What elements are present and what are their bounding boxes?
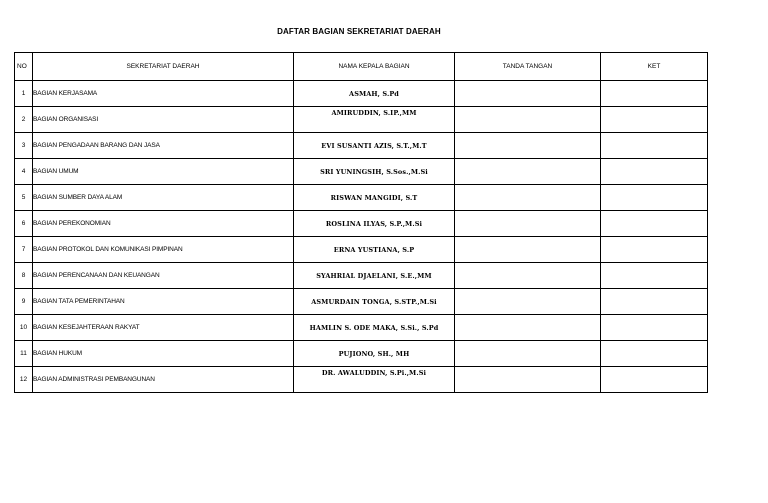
unit-name: BAGIAN ADMINISTRASI PEMBANGUNAN	[33, 367, 294, 393]
row-number: 8	[15, 263, 33, 289]
unit-name: BAGIAN HUKUM	[33, 341, 294, 367]
signature-cell[interactable]	[455, 341, 601, 367]
head-name: ROSLINA ILYAS, S.P.,M.Si	[294, 211, 455, 237]
unit-name: BAGIAN ORGANISASI	[33, 107, 294, 133]
table-row	[15, 107, 708, 133]
note-cell[interactable]	[601, 185, 708, 211]
row-number: 1	[15, 81, 33, 107]
table-row	[15, 315, 708, 341]
note-cell[interactable]	[601, 133, 708, 159]
head-name: AMIRUDDIN, S.IP.,MM	[294, 107, 455, 133]
signature-cell[interactable]	[455, 81, 601, 107]
note-cell[interactable]	[601, 107, 708, 133]
head-name: EVI SUSANTI AZIS, S.T.,M.T	[294, 133, 455, 159]
column-header-unit: SEKRETARIAT DAERAH	[33, 53, 294, 81]
head-name: ERNA YUSTIANA, S.P	[294, 237, 455, 263]
table-row	[15, 185, 708, 211]
signature-cell[interactable]	[455, 133, 601, 159]
unit-name: BAGIAN UMUM	[33, 159, 294, 185]
signature-cell[interactable]	[455, 185, 601, 211]
note-cell[interactable]	[601, 315, 708, 341]
table-row	[15, 159, 708, 185]
note-cell[interactable]	[601, 367, 708, 393]
unit-name: BAGIAN KERJASAMA	[33, 81, 294, 107]
table-row	[15, 367, 708, 393]
head-name: RISWAN MANGIDI, S.T	[294, 185, 455, 211]
signature-cell[interactable]	[455, 289, 601, 315]
note-cell[interactable]	[601, 289, 708, 315]
signature-cell[interactable]	[455, 107, 601, 133]
row-number: 7	[15, 237, 33, 263]
row-number: 4	[15, 159, 33, 185]
row-number: 6	[15, 211, 33, 237]
note-cell[interactable]	[601, 263, 708, 289]
unit-name: BAGIAN KESEJAHTERAAN RAKYAT	[33, 315, 294, 341]
department-table	[14, 52, 708, 393]
table-row	[15, 81, 708, 107]
signature-cell[interactable]	[455, 315, 601, 341]
row-number: 9	[15, 289, 33, 315]
unit-name: BAGIAN SUMBER DAYA ALAM	[33, 185, 294, 211]
head-name: HAMLIN S. ODE MAKA, S.Si., S.Pd	[294, 315, 455, 341]
head-name: DR. AWALUDDIN, S.Pi.,M.Si	[294, 367, 455, 393]
note-cell[interactable]	[601, 81, 708, 107]
table-row	[15, 237, 708, 263]
row-number: 11	[15, 341, 33, 367]
signature-cell[interactable]	[455, 159, 601, 185]
column-header-note: KET	[601, 53, 708, 81]
row-number: 12	[15, 367, 33, 393]
head-name: SYAHRIAL DJAELANI, S.E.,MM	[294, 263, 455, 289]
row-number: 3	[15, 133, 33, 159]
page-title: DAFTAR BAGIAN SEKRETARIAT DAERAH	[277, 27, 441, 36]
head-name: ASMURDAIN TONGA, S.STP.,M.Si	[294, 289, 455, 315]
note-cell[interactable]	[601, 237, 708, 263]
row-number: 5	[15, 185, 33, 211]
table-row	[15, 211, 708, 237]
head-name: SRI YUNINGSIH, S.Sos.,M.Si	[294, 159, 455, 185]
unit-name: BAGIAN PEREKONOMIAN	[33, 211, 294, 237]
table-row	[15, 341, 708, 367]
signature-cell[interactable]	[455, 211, 601, 237]
note-cell[interactable]	[601, 211, 708, 237]
table-row	[15, 289, 708, 315]
row-number: 10	[15, 315, 33, 341]
table-row	[15, 133, 708, 159]
signature-cell[interactable]	[455, 263, 601, 289]
unit-name: BAGIAN PERENCANAAN DAN KEUANGAN	[33, 263, 294, 289]
head-name: ASMAH, S.Pd	[294, 81, 455, 107]
unit-name: BAGIAN TATA PEMERINTAHAN	[33, 289, 294, 315]
column-header-no: NO	[15, 53, 33, 81]
signature-cell[interactable]	[455, 237, 601, 263]
head-name: PUJIONO, SH., MH	[294, 341, 455, 367]
unit-name: BAGIAN PENGADAAN BARANG DAN JASA	[33, 133, 294, 159]
column-header-signature: TANDA TANGAN	[455, 53, 601, 81]
column-header-head: NAMA KEPALA BAGIAN	[294, 53, 455, 81]
row-number: 2	[15, 107, 33, 133]
unit-name: BAGIAN PROTOKOL DAN KOMUNIKASI PIMPINAN	[33, 237, 294, 263]
note-cell[interactable]	[601, 159, 708, 185]
note-cell[interactable]	[601, 341, 708, 367]
table-header-row	[15, 53, 708, 81]
table-row	[15, 263, 708, 289]
signature-cell[interactable]	[455, 367, 601, 393]
